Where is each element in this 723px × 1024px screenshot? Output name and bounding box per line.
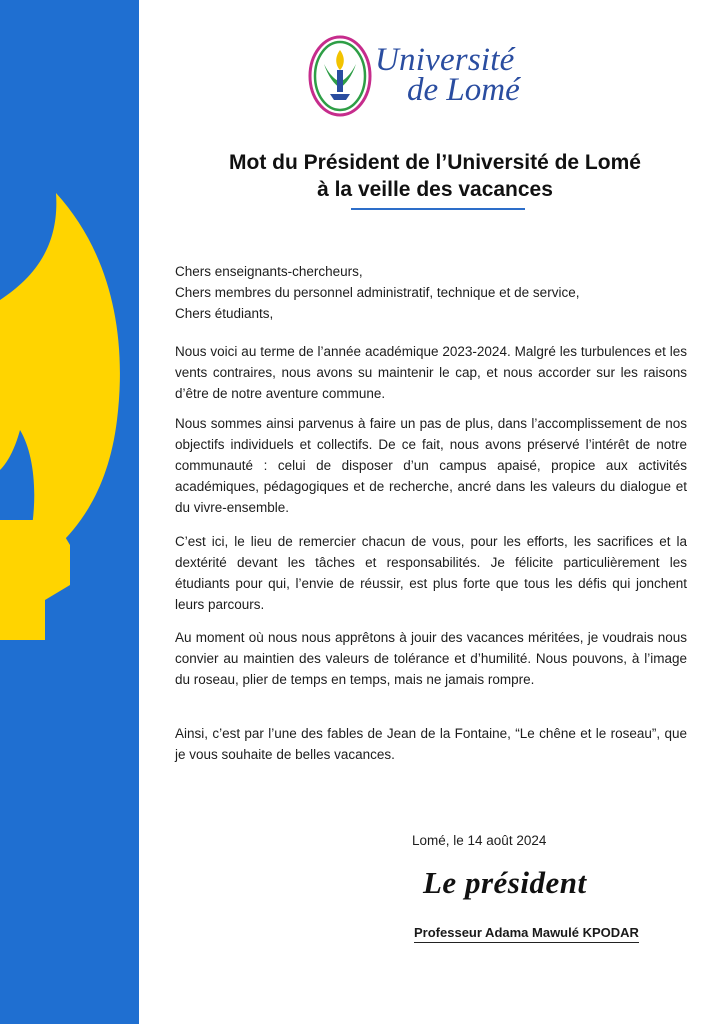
body-paragraph: Ainsi, c’est par l’une des fables de Jean de la Fontaine, “Le chêne et le roseau”, que je vous souhaite de belles vacances. [175,726,687,762]
university-name-line2: de Lomé [407,72,520,108]
greeting-line: Chers enseignants-chercheurs, [175,264,363,279]
place-and-date: Lomé, le 14 août 2024 [412,833,547,848]
university-name-line1: Université [375,42,515,78]
signatory-name: Professeur Adama Mawulé KPODAR [414,925,639,943]
greeting-block [175,261,579,324]
university-name [375,44,520,107]
body-paragraph: Au moment où nous nous apprêtons à jouir des vacances méritées, je voudrais nous convier au maintien des valeurs de tolérance et d’humilité. Nous pouvons, à l’image du roseau, plier de temps en temps, mais ne jamais rompre. [175,630,687,687]
university-logo [308,34,523,120]
university-emblem-icon [308,34,372,118]
body-paragraph: Nous voici au terme de l’année académique 2023-2024. Malgré les turbulences et les vents contraires, nous avons su maintenir le cap, et nous accorder sur les raisons d’être de notre aventure commune. [175,344,687,401]
flame-decoration [0,0,139,1024]
greeting-line: Chers étudiants, [175,306,274,321]
title-line2: à la veille des vacances [317,178,553,201]
title-line1: Mot du Président de l’Université de Lomé [229,151,641,174]
side-band [0,0,139,1024]
body-paragraph: C’est ici, le lieu de remercier chacun de vous, pour les efforts, les sacrifices et la dextérité devant les tâches et responsabilités. Je félicite particulièrement les étudiants pour qui, l’envie de réussir, est plus forte que tous les défis qui jonchent leurs parcours. [175,534,687,612]
document-title [175,149,695,203]
greeting-line: Chers membres du personnel administratif, technique et de service, [175,285,580,300]
body-paragraph: Nous sommes ainsi parvenus à faire un pas de plus, dans l’accomplissement de nos objectifs individuels et collectifs. De ce fait, nous avons préservé l’intérêt de notre communauté : celui de disposer d’un campus apaisé, propice aux activités académiques, pédagogiques et de recherche, ancré dans les valeurs du dialogue et du vivre-ensemble. [175,416,687,515]
signature-title: Le président [423,865,587,900]
title-underline [351,208,525,210]
